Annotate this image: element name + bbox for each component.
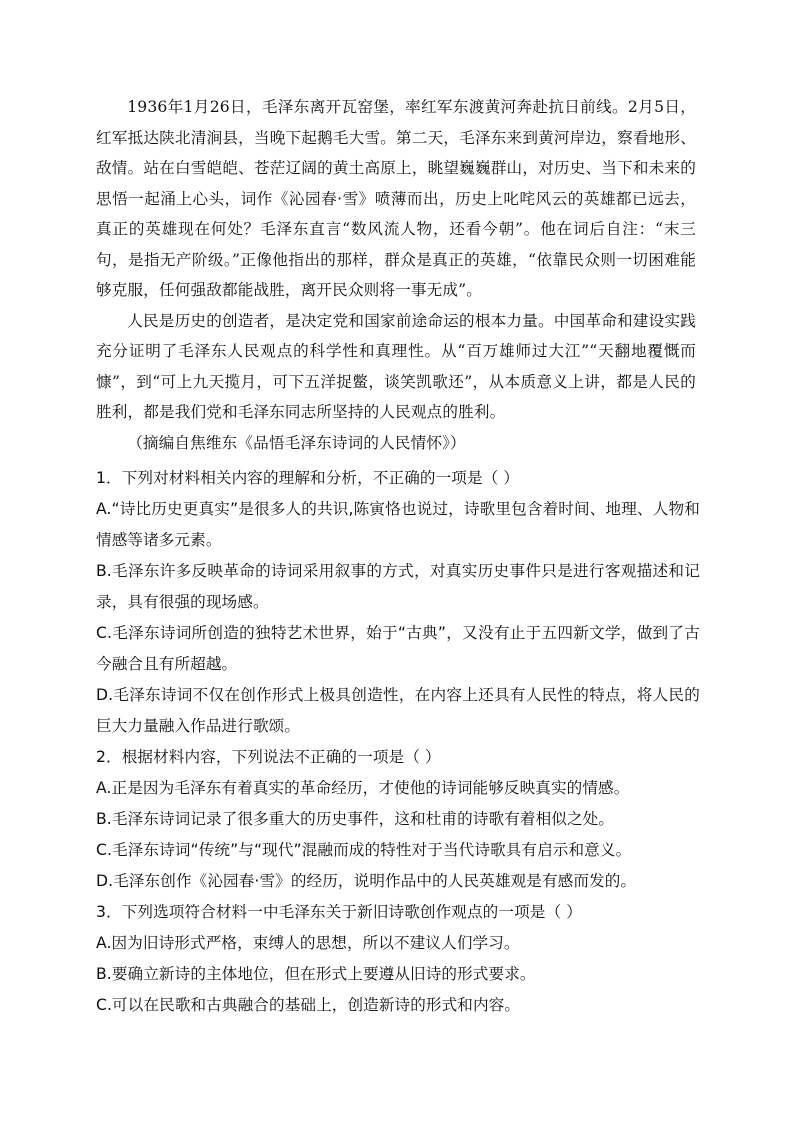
passage-source: （摘编自焦维东《品悟毛泽东诗词的人民情怀》） (127, 433, 466, 452)
option-d: D.毛泽东创作《沁园春·雪》的经历，说明作品中的人民英雄观是有感而发的。 (96, 872, 637, 890)
question-2 (96, 742, 700, 897)
question-text: 下列对材料相关内容的理解和分析，不正确的一项是（ ） (121, 469, 520, 487)
question-stem (96, 897, 700, 928)
option-c: C.毛泽东诗词“传统”与“现代”混融而成的特性对于当代诗歌具有启示和意义。 (96, 841, 632, 859)
question-number: 1． (96, 469, 122, 487)
question-stem (96, 742, 700, 773)
option-d: D.毛泽东诗词不仅在创作形式上极具创造性，在内容上还具有人民性的特点，将人民的巨大力量融入作品进行歌颂。 (96, 686, 700, 735)
question-text: 下列选项符合材料一中毛泽东关于新旧诗歌创作观点的一项是（ ） (121, 903, 582, 921)
question-stem (96, 463, 700, 494)
question-number: 3． (96, 903, 122, 921)
option-b: B.毛泽东许多反映革命的诗词采用叙事的方式，对真实历史事件只是进行客观描述和记录，具有很强的现场感。 (96, 562, 700, 611)
reading-passage (96, 92, 696, 458)
option-a: A.“诗比历史更真实”是很多人的共识,陈寅恪也说过，诗歌里包含着时间、地理、人物和情感等诸多元素。 (96, 500, 700, 549)
question-list (96, 463, 700, 1021)
passage-paragraph-1: 1936年1月26日，毛泽东离开瓦窑堡，率红军东渡黄河奔赴抗日前线。2月5日，红军抵达陕北清涧县，当晚下起鹅毛大雪。第二天，毛泽东来到黄河岸边，察看地形、敌情。站在白雪皑皑、苍茫辽阔的黄土高原上，眺望巍巍群山，对历史、当下和未来的思悟一起涌上心头，词作《沁园春·雪》喷薄而出，历史上叱咤风云的英雄都已远去，真正的英雄现在何处？毛泽东直言“数风流人物，还看今朝”。他在词后自注：“末三句，是指无产阶级。”正像他指出的那样，群众是真正的英雄，“依靠民众则一切困难能够克服，任何强敌都能战胜，离开民众则将一事无成”。 (96, 98, 696, 299)
passage-paragraph-2: 人民是历史的创造者，是决定党和国家前途命运的根本力量。中国革命和建设实践充分证明了毛泽东人民观点的科学性和真理性。从“百万雄师过大江”“天翻地覆慨而慷”，到“可上九天揽月，可下五洋捉鳖，谈笑凯歌还”，从本质意义上讲，都是人民的胜利，都是我们党和毛泽东同志所坚持的人民观点的胜利。 (96, 311, 696, 421)
option-c: C.毛泽东诗词所创造的独特艺术世界，始于“古典”，又没有止于五四新文学，做到了古今融合且有所超越。 (96, 624, 700, 673)
option-b: B.毛泽东诗词记录了很多重大的历史事件，这和杜甫的诗歌有着相似之处。 (96, 810, 615, 828)
option-c: C.可以在民歌和古典融合的基础上，创造新诗的形式和内容。 (96, 996, 521, 1014)
question-1 (96, 463, 700, 742)
question-3 (96, 897, 700, 1021)
question-text: 根据材料内容，下列说法不正确的一项是（ ） (121, 748, 441, 766)
option-a: A.因为旧诗形式严格，束缚人的思想，所以不建议人们学习。 (96, 934, 520, 952)
question-number: 2． (96, 748, 122, 766)
option-a: A.正是因为毛泽东有着真实的革命经历，才使他的诗词能够反映真实的情感。 (96, 779, 630, 797)
option-b: B.要确立新诗的主体地位，但在形式上要遵从旧诗的形式要求。 (96, 965, 536, 983)
